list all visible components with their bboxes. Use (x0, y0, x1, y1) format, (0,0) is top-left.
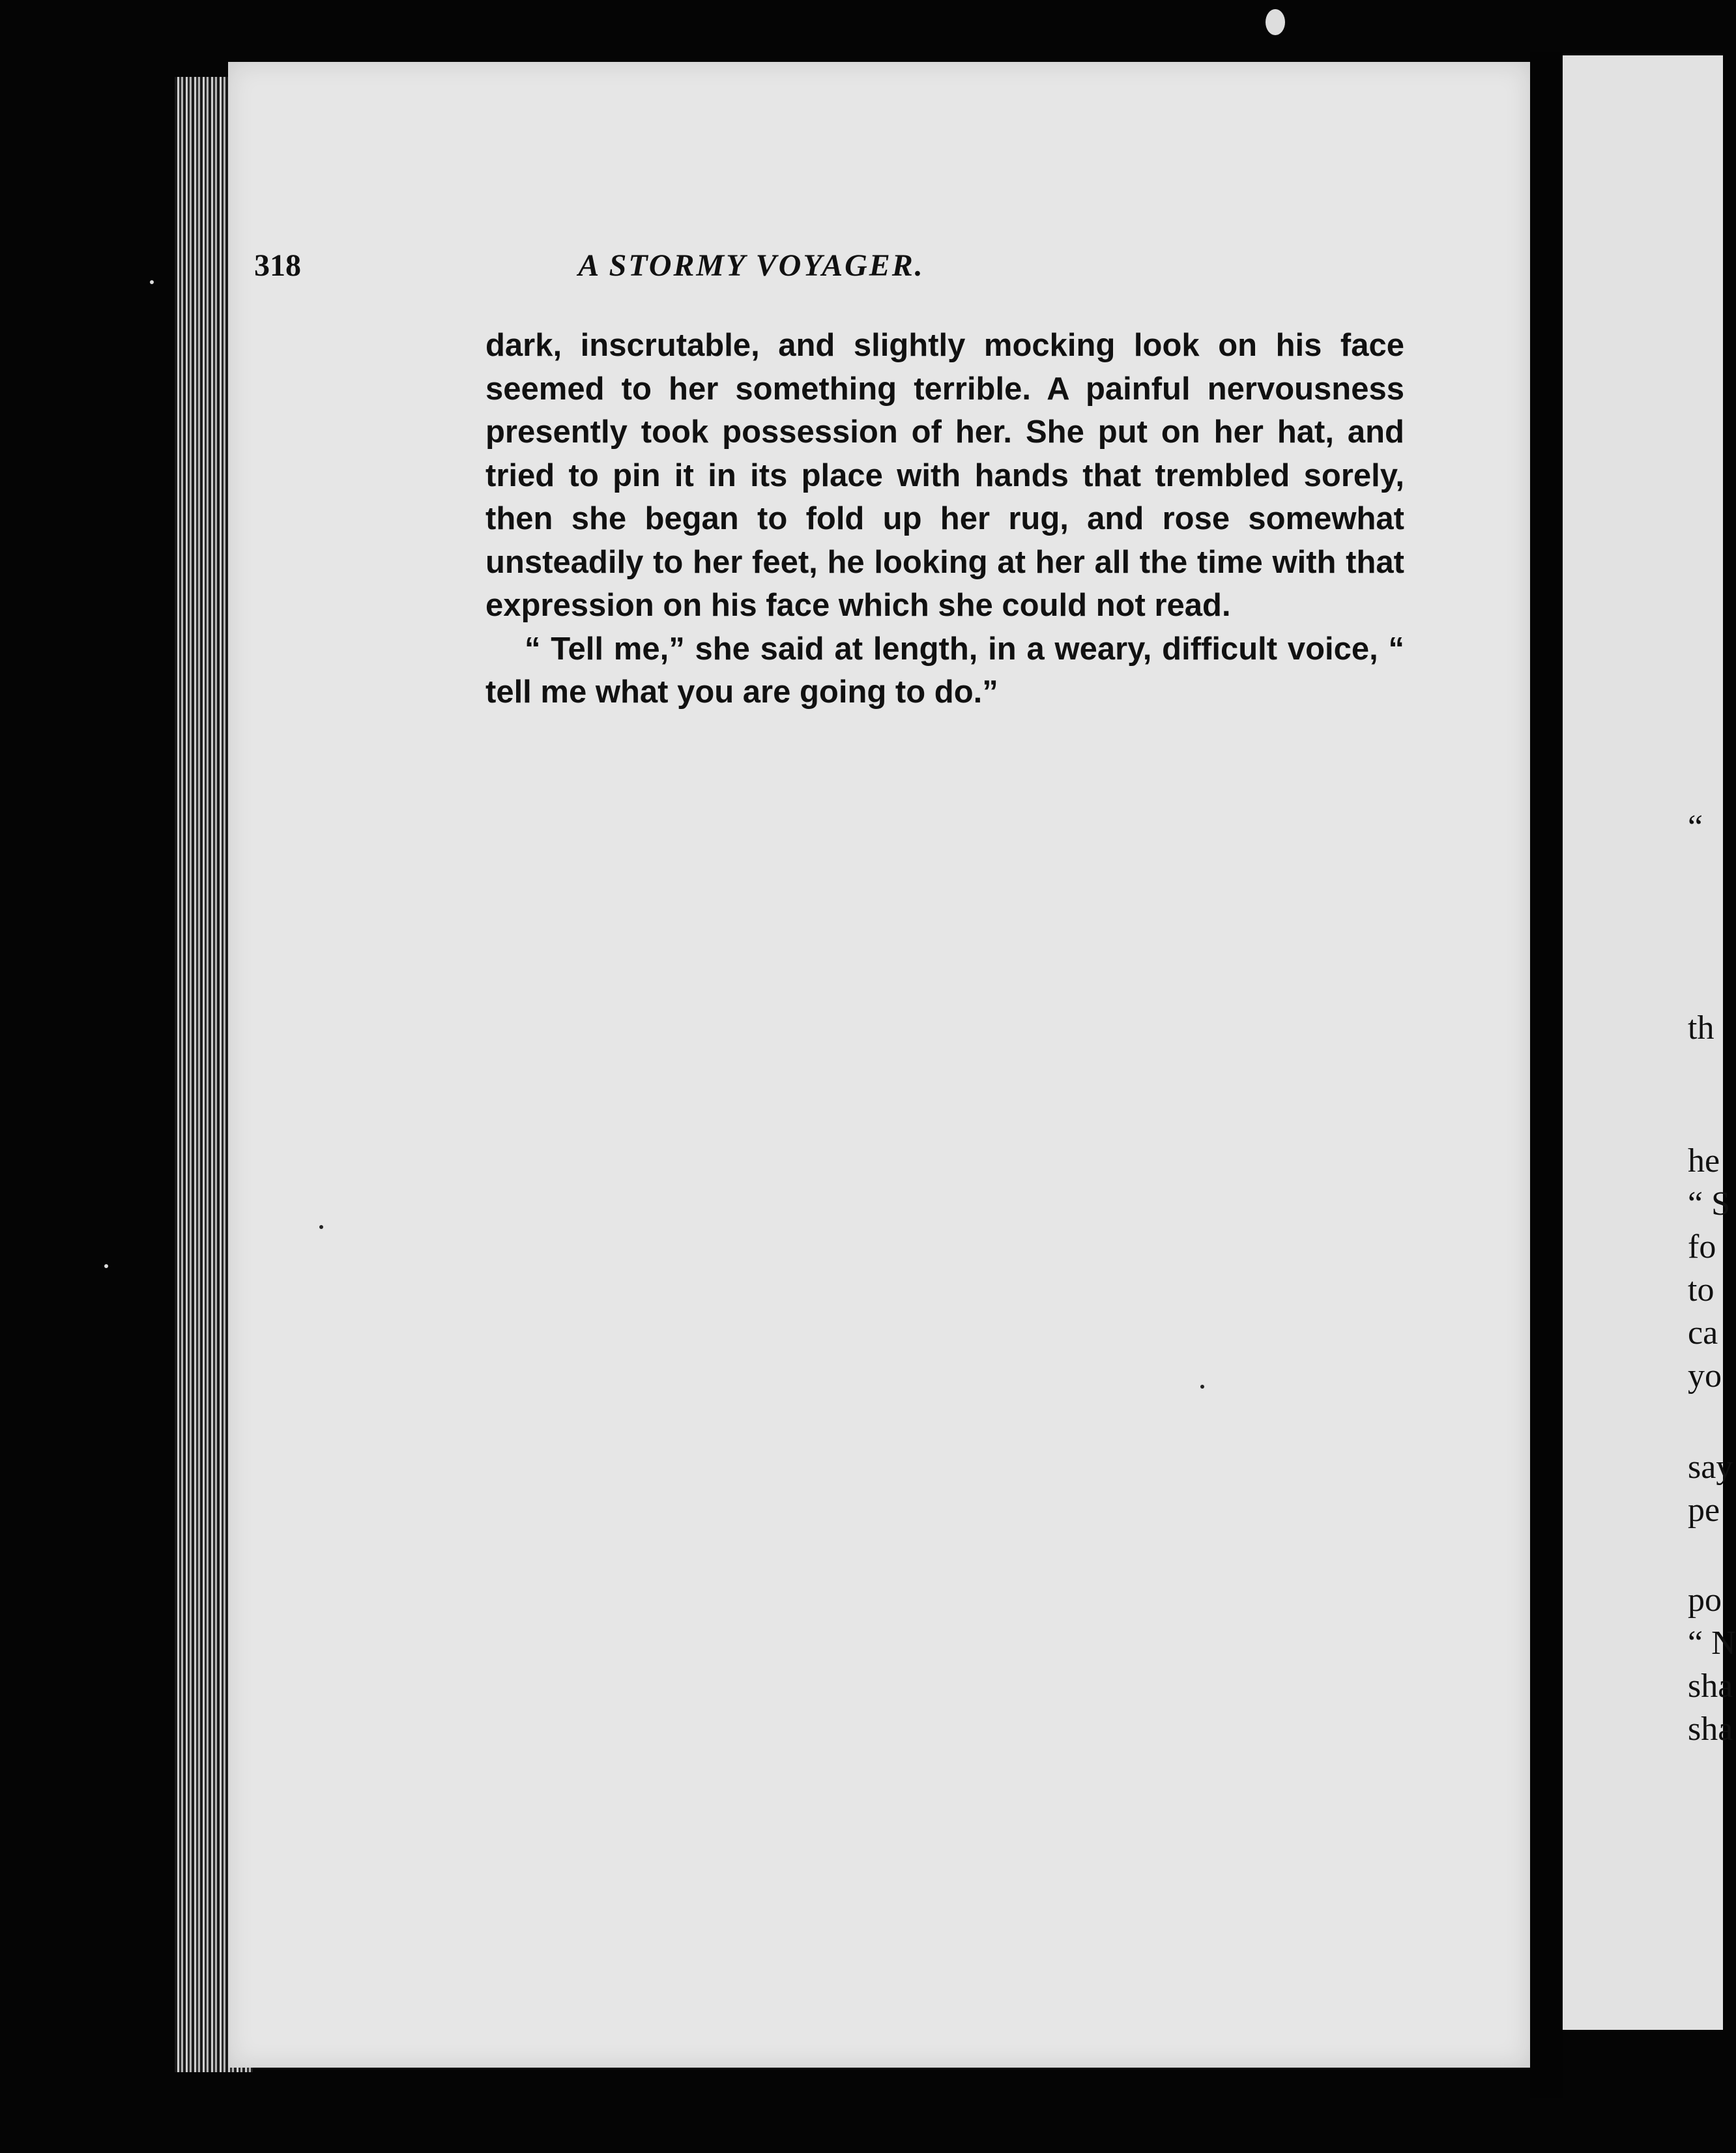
text-fragment: “ N (1688, 1625, 1736, 1662)
text-fragment: sha (1688, 1668, 1733, 1705)
scan-speck (319, 1225, 323, 1229)
text-fragment: yo (1688, 1357, 1722, 1394)
text-fragment: po (1688, 1582, 1722, 1619)
text-fragment: “ (1688, 809, 1703, 846)
text-fragment: say (1688, 1449, 1733, 1486)
scan-speck (104, 1264, 108, 1268)
text-fragment: he (1688, 1142, 1720, 1179)
text-fragment: “ S (1688, 1185, 1730, 1222)
scan-speck (150, 280, 154, 284)
scan-speck (1200, 1385, 1204, 1389)
text-fragment: fo (1688, 1228, 1716, 1265)
running-title: A STORMY VOYAGER. (578, 248, 925, 283)
text-fragment: th (1688, 1009, 1714, 1047)
text-fragment: to (1688, 1271, 1714, 1308)
text-fragment: pe (1688, 1492, 1720, 1529)
text-fragment: sha (1688, 1711, 1733, 1748)
paragraph: dark, inscrutable, and slightly mocking look on his face seemed to her something terrible. A painful nervousness presently took possession of her. She put on her hat, and tried to pin it in its place with hands that trembled sorely, then she began to fold up her rug, and rose somewhat unsteadily to her feet, he looking at her all the time with that expression on his face which she could not read. (485, 328, 1404, 623)
scan-speck (1266, 9, 1285, 35)
page-header (254, 248, 1127, 300)
facing-page-text-fragments (1681, 0, 1736, 2153)
paragraph: “ Tell me,” she said at length, in a weary, difficult voice, “ tell me what you are going to do.” (485, 631, 1404, 710)
page-number: 318 (254, 248, 301, 283)
book-gutter (1530, 52, 1563, 2098)
text-fragment: ca (1688, 1314, 1718, 1351)
body-text (485, 324, 1404, 714)
